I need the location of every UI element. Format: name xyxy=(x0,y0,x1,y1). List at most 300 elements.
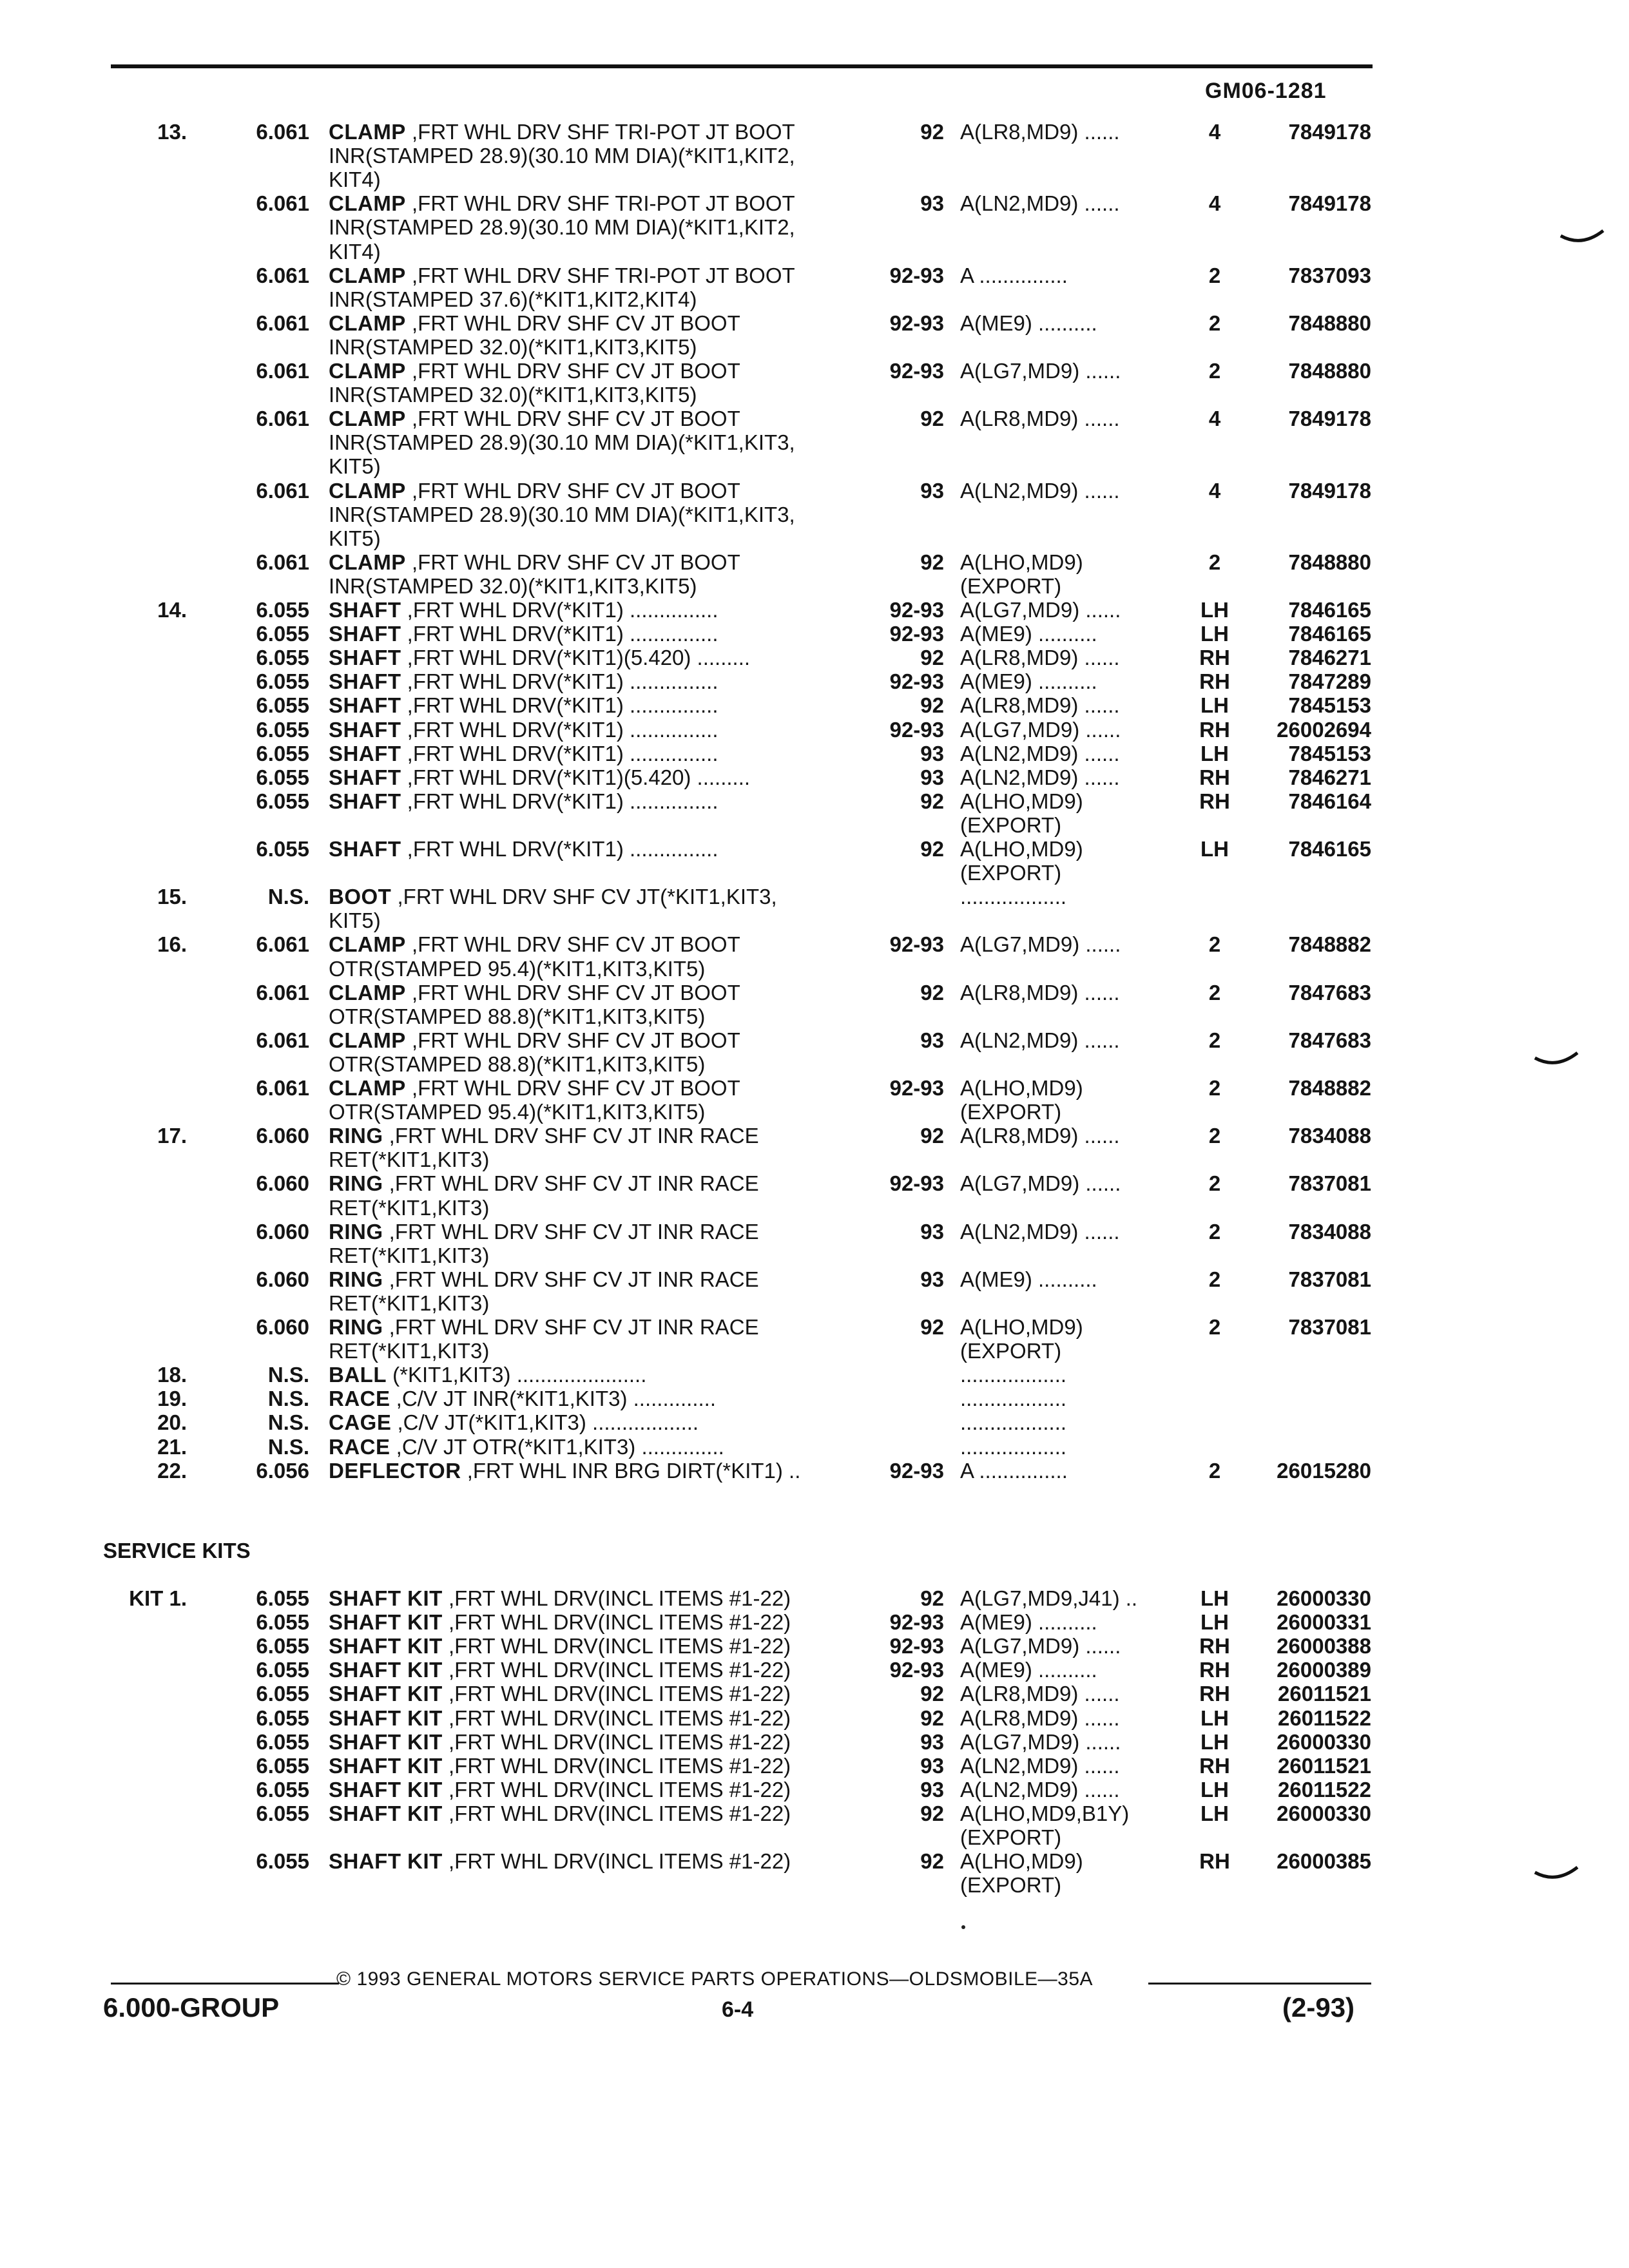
part-number: 7837081 xyxy=(1288,1315,1371,1339)
group-number: 6.061 xyxy=(256,359,309,383)
table-row xyxy=(0,407,1629,431)
part-detail: INR(STAMPED 37.6)(*KIT1,KIT2,KIT4) xyxy=(329,287,697,311)
application: A(ME9) .......... xyxy=(960,1658,1097,1682)
application: A(LG7,MD9) ...... xyxy=(960,359,1121,383)
model-year: 92 xyxy=(920,1706,944,1730)
table-row xyxy=(0,1754,1629,1778)
model-year: 92 xyxy=(920,1124,944,1148)
part-detail: ,FRT WHL DRV(INCL ITEMS #1-22) xyxy=(442,1634,791,1658)
part-description xyxy=(329,359,873,383)
part-number: 26011522 xyxy=(1277,1777,1371,1802)
part-description xyxy=(329,191,873,216)
model-year: 92 xyxy=(920,789,944,813)
table-row xyxy=(0,1459,1629,1483)
application: A(LHO,MD9) xyxy=(960,550,1083,574)
part-detail: ,FRT WHL DRV(*KIT1) ............... xyxy=(401,741,718,765)
group-number: 6.061 xyxy=(256,263,309,287)
part-description xyxy=(329,1315,873,1340)
part-detail: ,FRT WHL DRV(*KIT1) ............... xyxy=(401,789,718,813)
table-row xyxy=(0,1658,1629,1682)
model-year: 93 xyxy=(920,1028,944,1052)
part-detail: ,FRT WHL DRV SHF CV JT BOOT xyxy=(405,407,740,431)
table-row xyxy=(0,718,1629,742)
application: (EXPORT) xyxy=(960,861,1062,885)
top-rule xyxy=(111,64,1373,68)
part-description xyxy=(329,574,873,599)
application: A(LN2,MD9) ...... xyxy=(960,1219,1120,1244)
part-number: 7849178 xyxy=(1288,191,1371,216)
group-number: 6.061 xyxy=(256,191,309,216)
part-detail: KIT5) xyxy=(329,454,381,479)
quantity: RH xyxy=(1199,669,1230,694)
margin-mark-2 xyxy=(1534,1052,1579,1067)
part-name: SHAFT KIT xyxy=(329,1610,443,1635)
table-row xyxy=(0,1706,1629,1731)
part-number: 7837081 xyxy=(1288,1267,1371,1291)
part-name: SHAFT xyxy=(329,837,401,861)
table-row xyxy=(0,1802,1629,1826)
part-number: 7845153 xyxy=(1288,741,1371,765)
model-year: 93 xyxy=(920,765,944,789)
model-year: 92 xyxy=(920,550,944,574)
table-row xyxy=(0,908,1629,933)
group-number: 6.055 xyxy=(256,1706,309,1730)
part-number: 7848882 xyxy=(1288,1076,1371,1100)
table-row xyxy=(0,215,1629,240)
part-number: 26011521 xyxy=(1277,1682,1371,1706)
part-description xyxy=(329,1849,873,1874)
margin-mark-1 xyxy=(1559,229,1605,245)
table-row xyxy=(0,1076,1629,1100)
group-number: 6.055 xyxy=(256,765,309,789)
group-number: 6.055 xyxy=(256,1610,309,1635)
part-description xyxy=(329,550,873,575)
group-number: 6.055 xyxy=(256,646,309,670)
part-name: SHAFT KIT xyxy=(329,1586,443,1610)
part-description xyxy=(329,1339,873,1363)
table-row xyxy=(0,646,1629,670)
application: A(LR8,MD9) ...... xyxy=(960,407,1120,431)
table-row xyxy=(0,693,1629,718)
application: A(LR8,MD9) ...... xyxy=(960,980,1120,1004)
application: A(LN2,MD9) ...... xyxy=(960,191,1120,216)
part-detail: INR(STAMPED 28.9)(30.10 MM DIA)(*KIT1,KIT3, xyxy=(329,502,795,526)
part-number: 7849178 xyxy=(1288,120,1371,144)
part-name: RACE xyxy=(329,1387,390,1411)
group-number: 6.055 xyxy=(256,1849,309,1874)
application: A(ME9) .......... xyxy=(960,669,1097,694)
part-detail: ,FRT WHL DRV(INCL ITEMS #1-22) xyxy=(442,1682,791,1706)
part-description xyxy=(329,1363,873,1387)
part-description xyxy=(329,789,873,814)
part-number: 26000330 xyxy=(1277,1801,1371,1825)
part-detail: ,C/V JT INR(*KIT1,KIT3) .............. xyxy=(390,1387,716,1411)
part-description xyxy=(329,240,873,264)
table-row xyxy=(0,335,1629,360)
table-row xyxy=(0,1873,1629,1898)
part-number: 7846165 xyxy=(1288,837,1371,861)
table-row xyxy=(0,1682,1629,1706)
table-row xyxy=(0,383,1629,407)
part-number: 7849178 xyxy=(1288,478,1371,503)
part-name: SHAFT KIT xyxy=(329,1634,443,1658)
part-name: CLAMP xyxy=(329,1028,406,1052)
part-detail: ,FRT WHL DRV(*KIT1) ............... xyxy=(401,598,718,622)
quantity: 2 xyxy=(1208,932,1221,957)
part-detail: ,FRT WHL DRV(*KIT1) ............... xyxy=(401,837,718,861)
part-name: CLAMP xyxy=(329,980,406,1004)
part-detail: ,FRT WHL DRV SHF CV JT INR RACE xyxy=(383,1267,759,1291)
table-row xyxy=(0,1410,1629,1435)
part-description xyxy=(329,430,873,455)
table-row xyxy=(0,574,1629,599)
part-name: CLAMP xyxy=(329,407,406,431)
part-description xyxy=(329,1634,873,1658)
part-description xyxy=(329,1100,873,1124)
part-description xyxy=(329,1459,873,1483)
model-year: 92-93 xyxy=(889,1634,944,1658)
part-description xyxy=(329,1435,873,1459)
quantity: LH xyxy=(1200,837,1229,861)
footer-page-number: 6-4 xyxy=(722,1997,754,2022)
part-number: 7834088 xyxy=(1288,1124,1371,1148)
group-number: 6.060 xyxy=(256,1124,309,1148)
part-name: CLAMP xyxy=(329,550,406,574)
part-description xyxy=(329,908,873,933)
application: A(LN2,MD9) ...... xyxy=(960,765,1120,789)
quantity: 2 xyxy=(1208,1219,1221,1244)
table-row xyxy=(0,311,1629,336)
model-year: 92-93 xyxy=(889,1171,944,1196)
part-name: SHAFT KIT xyxy=(329,1801,443,1825)
part-detail: ,FRT WHL DRV(INCL ITEMS #1-22) xyxy=(442,1849,791,1874)
application: A(LG7,MD9) ...... xyxy=(960,1634,1121,1658)
part-name: SHAFT KIT xyxy=(329,1658,443,1682)
group-number: 6.060 xyxy=(256,1315,309,1339)
group-number: 6.061 xyxy=(256,1076,309,1100)
item-number: 20. xyxy=(157,1410,187,1435)
group-number: 6.055 xyxy=(256,1729,309,1754)
part-detail: RET(*KIT1,KIT3) xyxy=(329,1291,490,1315)
part-detail: ,FRT WHL DRV SHF CV JT INR RACE xyxy=(383,1124,759,1148)
model-year: 92 xyxy=(920,1315,944,1339)
part-detail: ,FRT WHL DRV SHF CV JT BOOT xyxy=(405,1028,740,1052)
application: A(LN2,MD9) ...... xyxy=(960,1028,1120,1052)
group-number: 6.055 xyxy=(256,1753,309,1778)
group-number: 6.055 xyxy=(256,717,309,742)
quantity: 2 xyxy=(1208,263,1221,287)
table-row xyxy=(0,1586,1629,1611)
group-number: 6.060 xyxy=(256,1267,309,1291)
quantity: 2 xyxy=(1208,550,1221,574)
group-number: 6.055 xyxy=(256,1801,309,1825)
footer-group: 6.000-GROUP xyxy=(103,1992,280,2023)
part-number: 26000330 xyxy=(1277,1586,1371,1610)
part-description xyxy=(329,1171,873,1196)
part-name: SHAFT KIT xyxy=(329,1729,443,1754)
model-year: 92-93 xyxy=(889,669,944,694)
quantity: 4 xyxy=(1208,407,1221,431)
model-year: 92 xyxy=(920,837,944,861)
model-year: 92-93 xyxy=(889,932,944,957)
part-name: SHAFT xyxy=(329,669,401,694)
quantity: LH xyxy=(1200,622,1229,646)
table-row xyxy=(0,120,1629,144)
part-description xyxy=(329,932,873,957)
application: A(LHO,MD9) xyxy=(960,789,1083,813)
model-year: 92 xyxy=(920,1849,944,1874)
table-row xyxy=(0,1052,1629,1077)
table-row xyxy=(0,1730,1629,1754)
part-detail: ,FRT WHL DRV SHF CV JT BOOT xyxy=(405,932,740,957)
quantity: RH xyxy=(1199,717,1230,742)
table-row xyxy=(0,144,1629,168)
model-year: 92-93 xyxy=(889,311,944,335)
group-number: 6.061 xyxy=(256,932,309,957)
part-description xyxy=(329,1076,873,1100)
quantity: RH xyxy=(1199,1849,1230,1874)
part-description xyxy=(329,1387,873,1411)
model-year: 93 xyxy=(920,1777,944,1802)
application: .................. xyxy=(960,1363,1067,1387)
group-number: 6.055 xyxy=(256,693,309,718)
quantity: 2 xyxy=(1208,1458,1221,1483)
part-description xyxy=(329,1124,873,1148)
table-row xyxy=(0,1220,1629,1244)
table-row xyxy=(0,503,1629,527)
part-description xyxy=(329,1196,873,1220)
table-row xyxy=(0,1267,1629,1292)
quantity: RH xyxy=(1199,1658,1230,1682)
table-row xyxy=(0,813,1629,838)
model-year: 92 xyxy=(920,980,944,1004)
part-detail: (*KIT1,KIT3) ...................... xyxy=(386,1363,647,1387)
item-number: 14. xyxy=(157,598,187,622)
table-row xyxy=(0,430,1629,455)
group-number: 6.061 xyxy=(256,120,309,144)
model-year: 92 xyxy=(920,1801,944,1825)
part-detail: ,FRT WHL DRV SHF CV JT BOOT xyxy=(405,359,740,383)
table-row xyxy=(0,957,1629,981)
application: A ............... xyxy=(960,1458,1068,1483)
part-name: CAGE xyxy=(329,1410,392,1435)
model-year: 93 xyxy=(920,1753,944,1778)
part-description xyxy=(329,1410,873,1435)
part-detail: ,FRT WHL DRV SHF CV JT INR RACE xyxy=(383,1315,759,1339)
table-row xyxy=(0,550,1629,575)
part-detail: OTR(STAMPED 88.8)(*KIT1,KIT3,KIT5) xyxy=(329,1004,706,1028)
part-description xyxy=(329,335,873,360)
part-number: 26000385 xyxy=(1277,1849,1371,1874)
table-row xyxy=(0,789,1629,814)
application: A(ME9) .......... xyxy=(960,622,1097,646)
quantity: 2 xyxy=(1208,1124,1221,1148)
part-detail: RET(*KIT1,KIT3) xyxy=(329,1243,490,1267)
table-row xyxy=(0,1825,1629,1850)
table-row xyxy=(0,1387,1629,1411)
application: A(LG7,MD9) ...... xyxy=(960,1729,1121,1754)
application: A(ME9) .......... xyxy=(960,1267,1097,1291)
part-name: RING xyxy=(329,1267,383,1291)
part-detail: ,FRT WHL DRV(INCL ITEMS #1-22) xyxy=(442,1658,791,1682)
part-detail: INR(STAMPED 32.0)(*KIT1,KIT3,KIT5) xyxy=(329,334,697,359)
application: (EXPORT) xyxy=(960,1339,1062,1363)
model-year: 92-93 xyxy=(889,1658,944,1682)
quantity: 4 xyxy=(1208,478,1221,503)
part-name: CLAMP xyxy=(329,191,406,216)
model-year: 92-93 xyxy=(889,359,944,383)
part-detail: ,FRT WHL DRV SHF CV JT INR RACE xyxy=(383,1219,759,1244)
margin-mark-3 xyxy=(1534,1866,1579,1881)
part-number: 26000388 xyxy=(1277,1634,1371,1658)
part-number: 26000389 xyxy=(1277,1658,1371,1682)
quantity: LH xyxy=(1200,1706,1229,1730)
application: A(LN2,MD9) ...... xyxy=(960,741,1120,765)
group-number: 6.061 xyxy=(256,311,309,335)
application: A(LHO,MD9) xyxy=(960,1076,1083,1100)
application: A(LG7,MD9) ...... xyxy=(960,932,1121,957)
part-description xyxy=(329,1244,873,1268)
part-description xyxy=(329,1682,873,1706)
part-detail: KIT5) xyxy=(329,526,381,550)
table-row xyxy=(0,454,1629,479)
quantity: 2 xyxy=(1208,1171,1221,1196)
application: A(LHO,MD9) xyxy=(960,1315,1083,1339)
part-description xyxy=(329,646,873,670)
quantity: RH xyxy=(1199,789,1230,813)
part-detail: ,FRT WHL DRV SHF CV JT BOOT xyxy=(405,311,740,335)
part-name: SHAFT xyxy=(329,646,401,670)
table-row xyxy=(0,861,1629,885)
part-detail: ,FRT WHL DRV(INCL ITEMS #1-22) xyxy=(442,1706,791,1730)
part-name: SHAFT KIT xyxy=(329,1849,443,1874)
table-row xyxy=(0,1435,1629,1459)
part-name: CLAMP xyxy=(329,311,406,335)
part-name: SHAFT xyxy=(329,765,401,789)
group-number: 6.055 xyxy=(256,1658,309,1682)
model-year: 92 xyxy=(920,120,944,144)
quantity: RH xyxy=(1199,1682,1230,1706)
part-description xyxy=(329,120,873,144)
table-row xyxy=(0,981,1629,1005)
part-description xyxy=(329,1802,873,1826)
group-number: N.S. xyxy=(267,1410,309,1435)
part-name: CLAMP xyxy=(329,932,406,957)
model-year: 93 xyxy=(920,1219,944,1244)
application: A(LR8,MD9) ...... xyxy=(960,646,1120,670)
part-detail: RET(*KIT1,KIT3) xyxy=(329,1339,490,1363)
part-description xyxy=(329,1004,873,1029)
part-name: SHAFT xyxy=(329,789,401,813)
part-description xyxy=(329,407,873,431)
part-name: SHAFT KIT xyxy=(329,1777,443,1802)
item-number: 17. xyxy=(157,1124,187,1148)
part-description xyxy=(329,168,873,192)
group-number: 6.061 xyxy=(256,478,309,503)
part-name: CLAMP xyxy=(329,120,406,144)
part-detail: ,FRT WHL DRV(INCL ITEMS #1-22) xyxy=(442,1610,791,1635)
group-number: N.S. xyxy=(267,885,309,909)
part-description xyxy=(329,1586,873,1611)
table-row xyxy=(0,240,1629,264)
item-number: KIT 1. xyxy=(129,1586,187,1610)
footer-rule-left xyxy=(111,1983,339,1984)
group-number: 6.055 xyxy=(256,1634,309,1658)
footer-rule-right xyxy=(1148,1983,1371,1984)
part-name: SHAFT xyxy=(329,693,401,718)
part-detail: ,FRT WHL DRV SHF CV JT BOOT xyxy=(405,980,740,1004)
part-description xyxy=(329,837,873,861)
part-description xyxy=(329,1658,873,1682)
application: A(LR8,MD9) ...... xyxy=(960,1124,1120,1148)
part-number: 26000331 xyxy=(1277,1610,1371,1635)
part-detail: ,FRT WHL DRV(INCL ITEMS #1-22) xyxy=(442,1586,791,1610)
part-description xyxy=(329,669,873,694)
table-row xyxy=(0,1171,1629,1196)
part-description xyxy=(329,1148,873,1172)
group-number: 6.055 xyxy=(256,598,309,622)
group-number: 6.060 xyxy=(256,1171,309,1196)
group-number: N.S. xyxy=(267,1434,309,1459)
model-year: 92-93 xyxy=(889,1458,944,1483)
part-detail: INR(STAMPED 32.0)(*KIT1,KIT3,KIT5) xyxy=(329,573,697,598)
group-number: 6.061 xyxy=(256,1028,309,1052)
footer-date: (2-93) xyxy=(1282,1992,1355,2023)
model-year: 92-93 xyxy=(889,263,944,287)
part-name: CLAMP xyxy=(329,478,406,503)
part-name: CLAMP xyxy=(329,359,406,383)
part-description xyxy=(329,622,873,646)
part-description xyxy=(329,479,873,503)
part-number: 7846165 xyxy=(1288,598,1371,622)
part-detail: OTR(STAMPED 95.4)(*KIT1,KIT3,KIT5) xyxy=(329,956,706,981)
item-number: 16. xyxy=(157,932,187,957)
table-row xyxy=(0,1363,1629,1387)
quantity: LH xyxy=(1200,1801,1229,1825)
item-number: 22. xyxy=(157,1458,187,1483)
quantity: 2 xyxy=(1208,311,1221,335)
group-number: 6.055 xyxy=(256,837,309,861)
item-number: 13. xyxy=(157,120,187,144)
table-row xyxy=(0,526,1629,551)
part-detail: INR(STAMPED 28.9)(30.10 MM DIA)(*KIT1,KIT3, xyxy=(329,430,795,455)
model-year: 93 xyxy=(920,1729,944,1754)
stray-dot xyxy=(961,1925,965,1929)
quantity: RH xyxy=(1199,646,1230,670)
model-year: 92-93 xyxy=(889,717,944,742)
application: .................. xyxy=(960,885,1067,909)
quantity: RH xyxy=(1199,765,1230,789)
table-row xyxy=(0,479,1629,503)
application: A(ME9) .......... xyxy=(960,1610,1097,1635)
part-number: 7847683 xyxy=(1288,1028,1371,1052)
part-name: BOOT xyxy=(329,885,392,909)
model-year: 92 xyxy=(920,1586,944,1610)
table-row xyxy=(0,1849,1629,1874)
application: A ............... xyxy=(960,263,1068,287)
quantity: LH xyxy=(1200,598,1229,622)
group-number: 6.061 xyxy=(256,550,309,574)
model-year: 92-93 xyxy=(889,622,944,646)
table-row xyxy=(0,1004,1629,1029)
part-detail: ,FRT WHL DRV(*KIT1) ............... xyxy=(401,693,718,718)
part-description xyxy=(329,1291,873,1316)
model-year: 93 xyxy=(920,478,944,503)
part-name: CLAMP xyxy=(329,1076,406,1100)
part-number: 26002694 xyxy=(1277,717,1371,742)
part-name: RACE xyxy=(329,1434,390,1459)
model-year: 93 xyxy=(920,1267,944,1291)
